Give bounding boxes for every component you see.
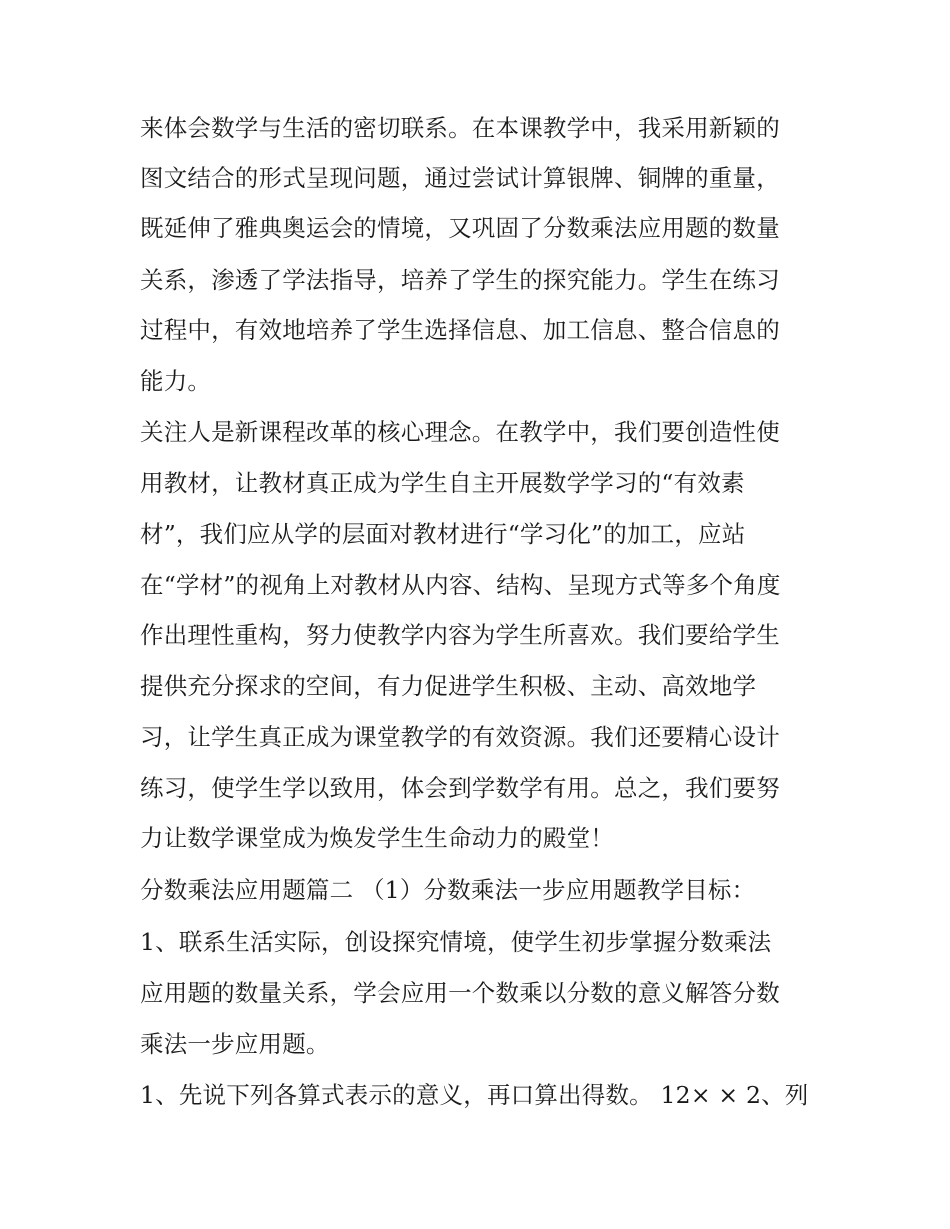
paragraph-line: 关系，渗透了学法指导，培养了学生的探究能力。学生在练习	[140, 266, 780, 294]
paragraph-line: 练习，使学生学以致用，体会到学数学有用。总之，我们要努	[140, 774, 780, 802]
paragraph-line: 关注人是新课程改革的核心理念。在教学中，我们要创造性使	[140, 418, 780, 446]
paragraph-line: 作出理性重构，努力使教学内容为学生所喜欢。我们要给学生	[140, 621, 780, 649]
paragraph-line: 提供充分探求的空间，有力促进学生积极、主动、高效地学	[140, 672, 757, 700]
paragraph-line: 习，让学生真正成为课堂教学的有效资源。我们还要精心设计	[140, 723, 780, 751]
paragraph-line: 用教材，让教材真正成为学生自主开展数学学习的“有效素	[140, 469, 745, 497]
paragraph-line: 乘法一步应用题。	[140, 1030, 330, 1058]
paragraph-line: 1、先说下列各算式表示的意义，再口算出得数。 12× × 2、列	[140, 1081, 809, 1109]
paragraph-line: 1、联系生活实际，创设探究情境，使学生初步掌握分数乘法	[140, 928, 772, 956]
paragraph-line: 力让数学课堂成为焕发学生生命动力的殿堂！	[140, 824, 614, 852]
paragraph-line: 应用题的数量关系，学会应用一个数乘以分数的意义解答分数	[140, 979, 780, 1007]
paragraph-line: 过程中，有效地培养了学生选择信息、加工信息、整合信息的	[140, 316, 780, 344]
paragraph-line: 材”，我们应从学的层面对教材进行“学习化”的加工，应站	[140, 520, 746, 548]
paragraph-line: 来体会数学与生活的密切联系。在本课教学中，我采用新颖的	[140, 114, 780, 142]
paragraph-line: 既延伸了雅典奥运会的情境，又巩固了分数乘法应用题的数量	[140, 214, 780, 242]
paragraph-line: 能力。	[140, 367, 212, 395]
section-heading: 分数乘法应用题篇二 （1）分数乘法一步应用题教学目标：	[140, 876, 756, 904]
paragraph-line: 图文结合的形式呈现问题，通过尝试计算银牌、铜牌的重量，	[140, 164, 780, 192]
paragraph-line: 在“学材”的视角上对教材从内容、结构、呈现方式等多个角度	[140, 571, 781, 599]
